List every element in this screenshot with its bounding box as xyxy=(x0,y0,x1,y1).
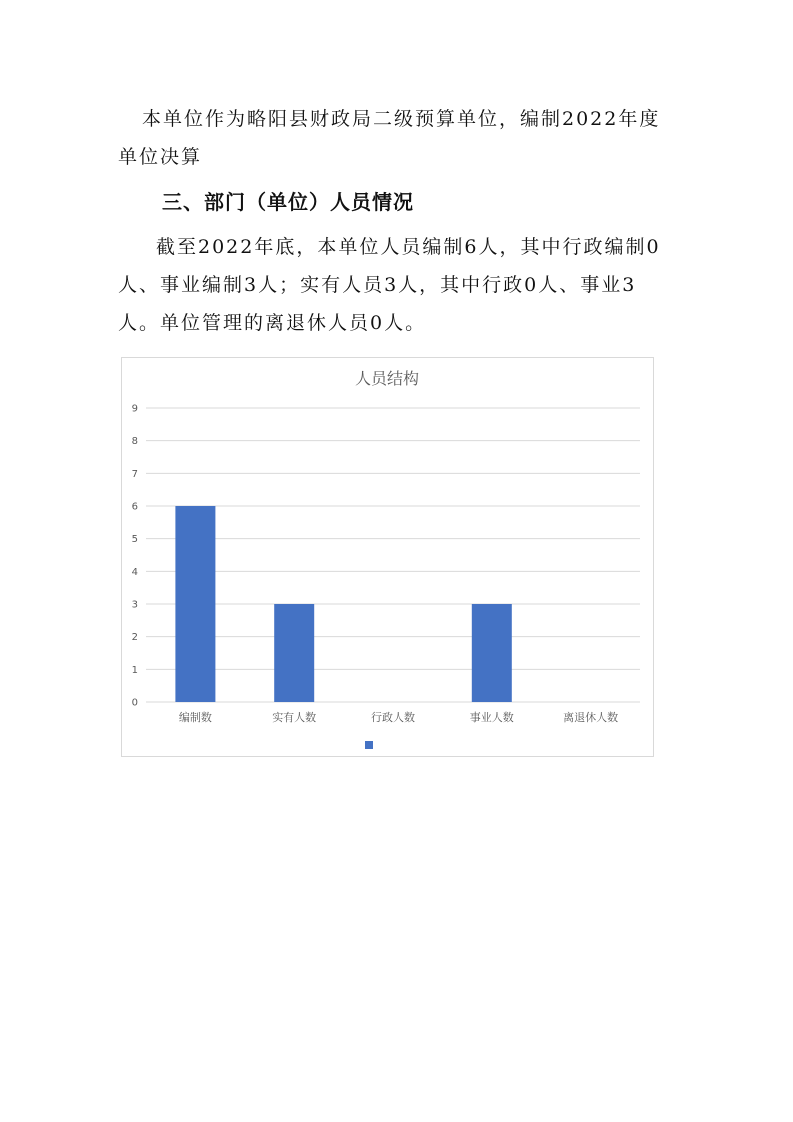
y-tick-label: 2 xyxy=(131,632,138,644)
bar xyxy=(472,604,512,702)
section-heading-personnel: 三、部门（单位）人员情况 xyxy=(162,190,414,214)
y-tick-label: 3 xyxy=(131,599,138,611)
y-tick-label: 4 xyxy=(131,566,138,578)
bar xyxy=(175,506,215,702)
chart-gridlines xyxy=(146,408,640,702)
y-tick-label: 6 xyxy=(131,501,138,513)
x-category-label: 行政人数 xyxy=(371,711,415,724)
bar xyxy=(274,604,314,702)
y-tick-label: 0 xyxy=(131,697,138,709)
x-axis-categories xyxy=(179,710,618,724)
y-axis-ticks xyxy=(132,404,138,709)
y-tick-label: 8 xyxy=(131,436,138,448)
chart-canvas xyxy=(122,358,653,756)
x-category-label: 编制数 xyxy=(178,711,212,724)
x-category-label: 实有人数 xyxy=(272,711,317,724)
personnel-structure-chart xyxy=(121,357,654,757)
paragraph-personnel: 截至2022年底，本单位人员编制6人，其中行政编制0人、事业编制3人；实有人员3人，其中行政0人、事业3人。单位管理的离退休人员0人。 xyxy=(118,236,661,334)
y-tick-label: 7 xyxy=(131,468,138,480)
y-tick-label: 1 xyxy=(131,664,138,676)
paragraph-budget-unit: 本单位作为略阳县财政局二级预算单位，编制2022年度单位决算 xyxy=(118,108,661,168)
x-category-label: 离退休人数 xyxy=(563,711,619,724)
legend-swatch xyxy=(365,741,373,749)
y-tick-label: 5 xyxy=(131,534,138,546)
y-tick-label: 9 xyxy=(131,403,138,415)
x-category-label: 事业人数 xyxy=(469,711,514,724)
chart-title: 人员结构 xyxy=(354,369,420,388)
